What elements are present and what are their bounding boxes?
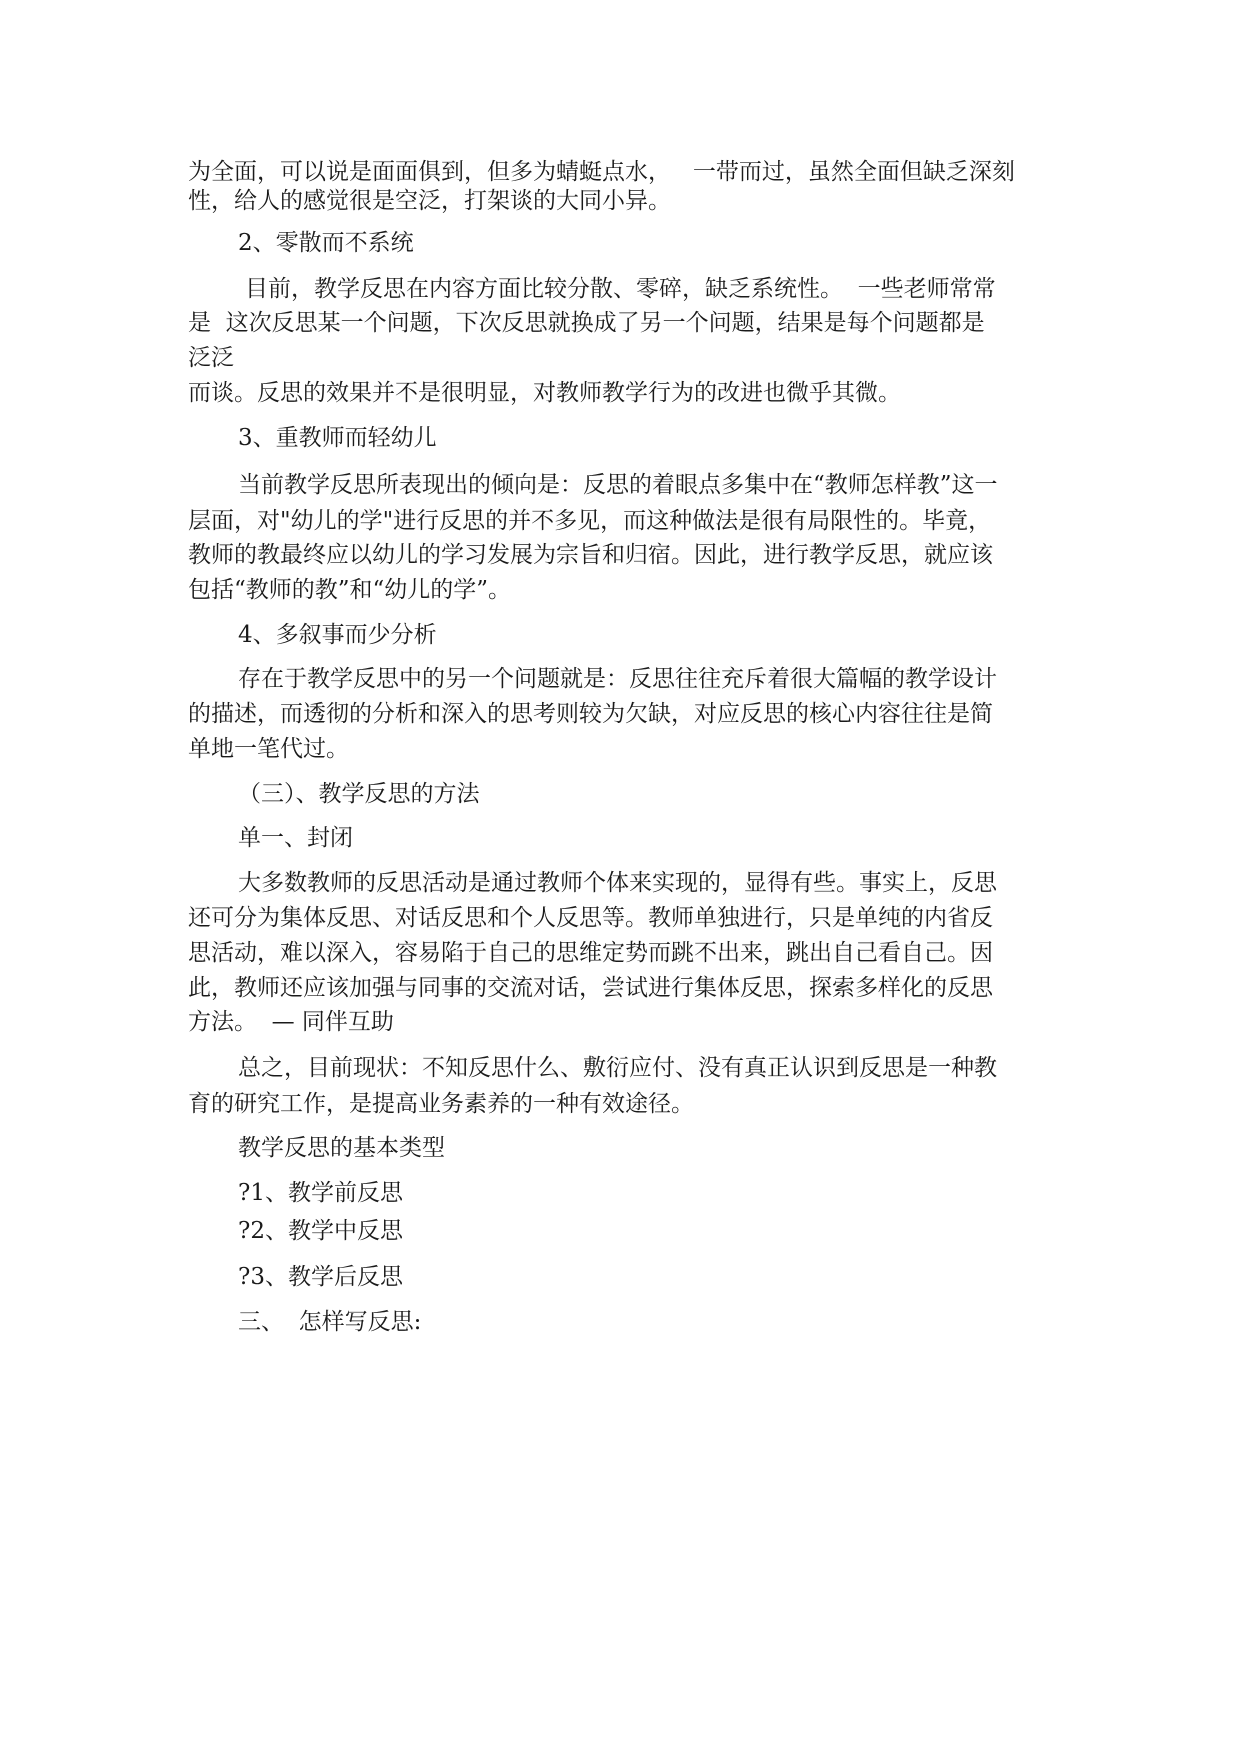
paragraph-line: 育的研究工作，是提高业务素养的一种有效途径。	[188, 1091, 694, 1117]
list-item: ?1、教学前反思	[238, 1180, 403, 1206]
paragraph-line: 总之，目前现状：不知反思什么、敷衍应付、没有真正认识到反思是一种教	[238, 1055, 997, 1081]
paragraph-line: 的描述，而透彻的分析和深入的思考则较为欠缺，对应反思的核心内容往往是简	[188, 701, 993, 727]
section-heading: 3、重教师而轻幼儿	[238, 425, 437, 451]
paragraph-line: 此，教师还应该加强与同事的交流对话，尝试进行集体反思，探索多样化的反思	[188, 975, 993, 1001]
section-heading: 单一、封闭	[238, 825, 353, 851]
paragraph-line: 而谈。反思的效果并不是很明显，对教师教学行为的改进也微乎其微。	[188, 380, 901, 406]
paragraph-line: 方法。 — 同伴互助	[188, 1009, 394, 1035]
paragraph-line: 当前教学反思所表现出的倾向是：反思的着眼点多集中在“教师怎样教”这一	[238, 472, 998, 498]
section-heading: 4、多叙事而少分析	[238, 622, 437, 648]
paragraph-line: 思活动，难以深入，容易陷于自己的思维定势而跳不出来，跳出自己看自己。因	[188, 940, 993, 966]
section-heading: （三）、教学反思的方法	[238, 781, 480, 807]
paragraph-line: 单地一笔代过。	[188, 736, 349, 762]
paragraph-line: 性，给人的感觉很是空泛，打架谈的大同小异。	[188, 188, 671, 214]
section-heading: 教学反思的基本类型	[238, 1135, 445, 1161]
list-item: ?2、教学中反思	[238, 1218, 403, 1244]
paragraph-line: 包括“教师的教”和“幼儿的学”。	[188, 577, 512, 603]
paragraph-line: 是 这次反思某一个问题，下次反思就换成了另一个问题，结果是每个问题都是	[188, 310, 985, 336]
list-item: ?3、教学后反思	[238, 1264, 403, 1290]
paragraph-line: 大多数教师的反思活动是通过教师个体来实现的，显得有些。事实上，反思	[238, 870, 997, 896]
section-heading: 2、零散而不系统	[238, 230, 414, 256]
section-heading: 三、 怎样写反思:	[238, 1309, 422, 1335]
paragraph-line: 泛泛	[188, 345, 234, 371]
paragraph-line: 教师的教最终应以幼儿的学习发展为宗旨和归宿。因此，进行教学反思，就应该	[188, 542, 993, 568]
paragraph-line: 还可分为集体反思、对话反思和个人反思等。教师单独进行，只是单纯的内省反	[188, 905, 993, 931]
paragraph-line: 层面，对"幼儿的学"进行反思的并不多见，而这种做法是很有局限性的。毕竟，	[188, 508, 992, 534]
paragraph-line: 为全面，可以说是面面俱到，但多为蜻蜓点水， 一带而过，虽然全面但缺乏深刻	[188, 159, 1015, 185]
paragraph-line: 存在于教学反思中的另一个问题就是：反思往往充斥着很大篇幅的教学设计	[238, 666, 997, 692]
paragraph-line: 目前，教学反思在内容方面比较分散、零碎，缺乏系统性。 一些老师常常	[245, 276, 996, 302]
